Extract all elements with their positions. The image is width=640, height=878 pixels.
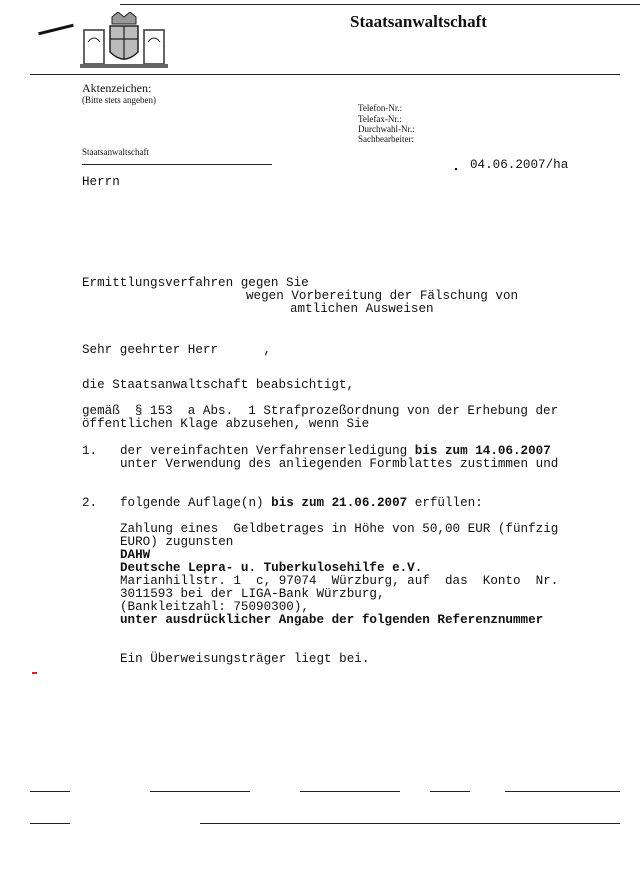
footer-rule-1 — [30, 791, 70, 792]
body-para1-line2: öffentlichen Klage abzusehen, wenn Sie — [82, 417, 370, 431]
item-2-deadline: bis zum 21.06.2007 — [271, 496, 408, 510]
reference-instruction: unter ausdrücklicher Angabe der folgenden Referenznummer — [120, 613, 544, 627]
top-rule — [120, 4, 640, 5]
aktenzeichen-label: Aktenzeichen: — [82, 81, 152, 95]
org-full-name: Deutsche Lepra- u. Tuberkulosehilfe e.V. — [120, 561, 423, 575]
authority-title: Staatsanwaltschaft — [350, 12, 487, 31]
footer-rule-5 — [505, 791, 620, 792]
footer-rule-3 — [300, 791, 400, 792]
footer-rule-6 — [30, 823, 70, 824]
margin-mark — [32, 672, 37, 674]
date-dot — [455, 168, 457, 170]
item-1-line-2: unter Verwendung des anliegenden Formblattes zustimmen und — [120, 457, 559, 471]
contact-durchwahl: Durchwahl-Nr.: — [358, 124, 415, 134]
contact-telefax: Telefax-Nr.: — [358, 114, 402, 124]
address-line-2: 3011593 bei der LIGA-Bank Würzburg, — [120, 587, 385, 601]
sender-line: Staatsanwaltschaft — [82, 147, 149, 157]
item-2-text-end: erfüllen: — [407, 496, 483, 510]
footer-rule-4 — [430, 791, 470, 792]
address-line-1: Marianhillstr. 1 c, 97074 Würzburg, auf das Konto Nr. — [120, 574, 559, 588]
subject-line-1: Ermittlungsverfahren gegen Sie — [82, 276, 309, 290]
item-1-deadline: bis zum 14.06.2007 — [414, 444, 551, 458]
body-intro: die Staatsanwaltschaft beabsichtigt, — [82, 378, 355, 392]
payment-line-1: Zahlung eines Geldbetrages in Höhe von 50,00 EUR (fünfzig — [120, 522, 559, 536]
header-rule — [30, 74, 620, 75]
subject-line-2: wegen Vorbereitung der Fälschung von — [246, 289, 519, 303]
contact-telefon: Telefon-Nr.: — [358, 103, 403, 113]
contact-sachbearbeiter: Sachbearbeiter: — [358, 134, 414, 144]
aktenzeichen-hint: (Bitte stets angeben) — [82, 95, 156, 105]
letter-date: 04.06.2007/ha — [470, 158, 569, 172]
subject-line-3: amtlichen Ausweisen — [290, 302, 434, 316]
address-line-3: (Bankleitzahl: 75090300), — [120, 600, 309, 614]
org-short-name: DAHW — [120, 548, 151, 562]
body-para1-line1: gemäß § 153 a Abs. 1 Strafprozeßordnung von der Erhebung der — [82, 404, 559, 418]
footer-rule-2 — [150, 791, 250, 792]
coat-of-arms-logo — [78, 12, 170, 70]
sender-rule — [82, 164, 272, 165]
item-1-number: 1. — [82, 444, 98, 458]
item-2-line-1 — [120, 497, 483, 510]
payment-line-2: EURO) zugunsten — [120, 535, 234, 549]
recipient-salutation: Herrn — [82, 175, 120, 189]
letter-salutation: Sehr geehrter Herr , — [82, 343, 271, 357]
pen-mark — [38, 24, 74, 36]
item-1-text: der vereinfachten Verfahrenserledigung — [120, 444, 415, 458]
item-2-number: 2. — [82, 496, 98, 510]
item-2-text: folgende Auflage(n) — [120, 496, 272, 510]
footer-rule-7 — [200, 823, 620, 824]
closing-line: Ein Überweisungsträger liegt bei. — [120, 652, 370, 666]
